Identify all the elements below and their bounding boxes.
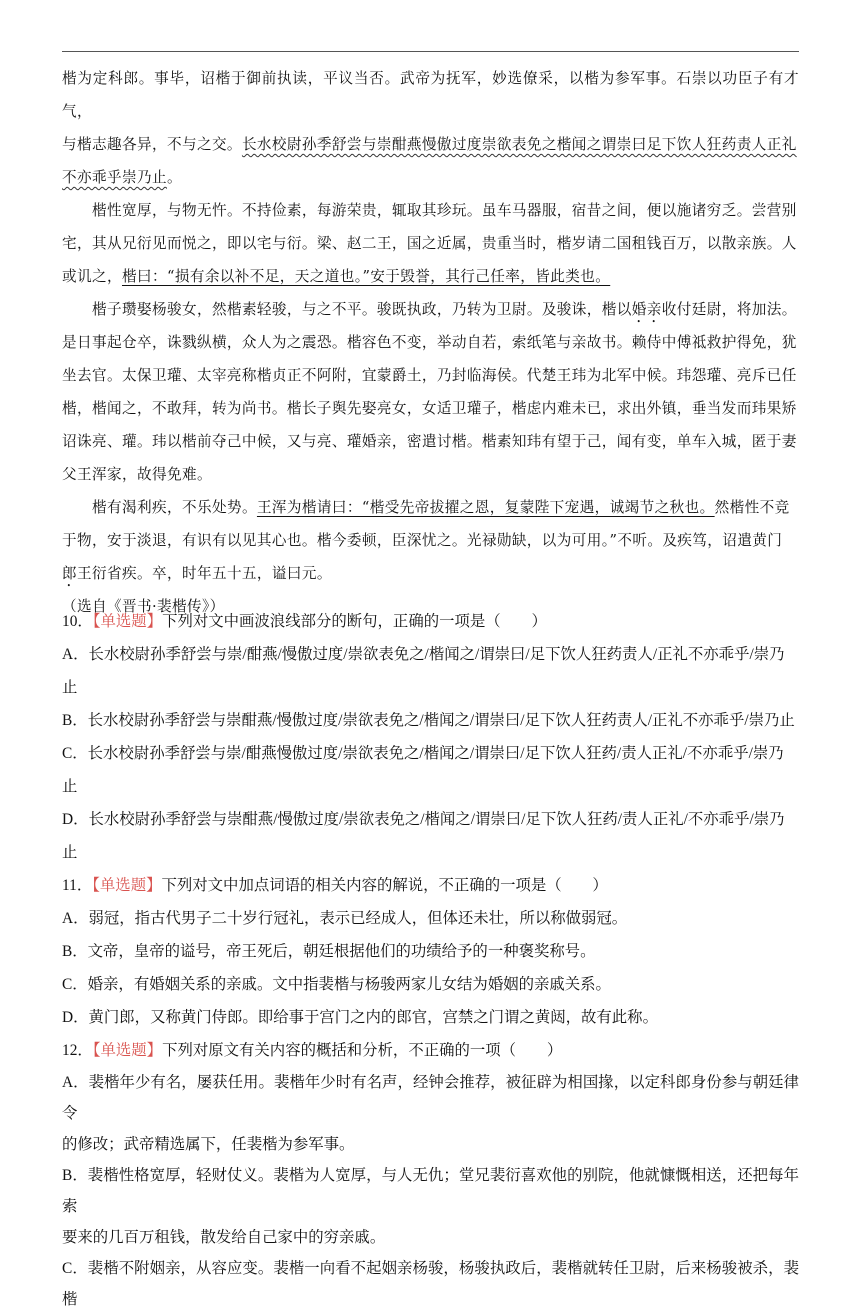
- source-citation: （选自《晋书·裴楷传》）: [62, 598, 225, 615]
- question-12-option-a[interactable]: [62, 1067, 799, 1160]
- passage-line: 诏诛亮、瓘。玮以楷前夺己中候，又与亮、瓘婚亲，密遣讨楷。楷素知玮有望于己，闻有变，单车入城，匿于妻: [62, 433, 797, 450]
- question-type-tag: 【单选题】: [92, 877, 162, 894]
- underlined-text: 王浑为楷请曰：“楷受先帝拔擢之恩，复蒙陛下宠遇，诚竭节之秋也。: [256, 499, 715, 516]
- option-line: 要来的几百万租钱，散发给自己家中的穷亲戚。: [62, 1229, 386, 1246]
- underlined-text: 楷曰：“损有余以补不足，天之道也。”安于毁誉，其行己任率，皆此类也。: [121, 268, 611, 285]
- passage-line: 楷，楷闻之，不敢拜，转为尚书。楷长子舆先娶亮女，女适卫瓘子，楷虑内难未已，求出外镇，垂当发而玮果矫: [62, 400, 797, 417]
- passage-paragraph-1: [62, 62, 799, 194]
- question-10-option-b[interactable]: B．长水校尉孙季舒尝与崇酣燕/慢傲过度/崇欲表免之/楷闻之/谓崇曰/足下饮人狂药责人/正礼不亦乖乎/崇乃止: [62, 712, 795, 729]
- option-line: A．裴楷年少有名，屡获任用。裴楷年少时有名声，经钟会推荐，被征辟为相国掾，以定科郎身份参与朝廷律令: [62, 1074, 799, 1122]
- wavy-underlined-text: 长水校尉孙季舒尝与崇酣燕慢傲过度崇欲表免之楷闻之谓崇曰足下饮人狂药责人正礼: [241, 136, 797, 153]
- question-type-tag: 【单选题】: [92, 613, 163, 630]
- passage-paragraph-3: [62, 293, 799, 491]
- passage-line: 父王浑家，故得免难。: [62, 466, 212, 483]
- question-10-option-d[interactable]: D．长水校尉孙季舒尝与崇酣燕/慢傲过度/崇欲表免之/楷闻之/谓崇曰/足下饮人狂药/责人正礼/不亦乖乎/崇乃止: [62, 811, 785, 861]
- question-12-option-b[interactable]: [62, 1160, 799, 1253]
- passage-line: 楷子瓒娶杨骏女，然楷素轻骏，与之不平。骏既执政，乃转为卫尉。及骏诛，楷以: [92, 301, 632, 318]
- question-number: 12．: [62, 1042, 93, 1059]
- question-10-option-a[interactable]: A．长水校尉孙季舒尝与崇/酣燕/慢傲过度/崇欲表免之/楷闻之/谓崇曰/足下饮人狂药责人/正礼不亦乖乎/崇乃止: [62, 646, 785, 696]
- passage-line: 楷为定科郎。事毕，诏楷于御前执读，平议当否。武帝为抚军，妙选僚采，以楷为参军事。石崇以功臣子有才气，: [62, 70, 799, 120]
- question-text: 下列对原文有关内容的概括和分析，不正确的一项（ ）: [162, 1042, 563, 1059]
- passage-line: 或讥之，: [62, 268, 122, 285]
- passage-line: 于物，安于淡退，有识有以见其心也。楷今委顿，臣深忧之。光禄勋缺，以为可用。”不听。及疾笃，诏遣黄门: [62, 532, 783, 549]
- passage-line: 楷性宽厚，与物无忤。不持俭素，每游荣贵，辄取其珍玩。虽车马器服，宿昔之间，便以施诸穷乏。尝营别: [92, 202, 797, 219]
- passage: [62, 62, 799, 623]
- passage-line: 宅，其从兄衍见而悦之，即以宅与衍。梁、赵二王，国之近属，贵重当时，楷岁请二国租钱百万，以散亲族。人: [62, 235, 797, 252]
- question-12-option-c[interactable]: [62, 1253, 799, 1315]
- option-line: 的修改；武帝精选属下，任裴楷为参军事。: [62, 1136, 355, 1153]
- questions: [62, 605, 799, 1315]
- passage-line: 收付廷尉，将加法。: [661, 301, 797, 318]
- passage-line: 与楷志趣各异，不与之交。: [62, 136, 242, 153]
- passage-line: 坐去官。太保卫瓘、太宰亮称楷贞正不阿附，宜蒙爵土，乃封临海侯。代楚王玮为北军中候。玮怨瓘、亮斥已任: [62, 367, 797, 384]
- question-text: 下列对文中画波浪线部分的断句，正确的一项是（ ）: [162, 613, 547, 630]
- passage-line: 王衍省疾。卒，时年五十五，谥曰元。: [77, 565, 332, 582]
- passage-paragraph-4: [62, 491, 799, 590]
- question-number: 11．: [62, 877, 93, 894]
- question-10-option-c[interactable]: C．长水校尉孙季舒尝与崇/酣燕慢傲过度/崇欲表免之/楷闻之/谓崇曰/足下饮人狂药/责人正礼/不亦乖乎/崇乃止: [62, 745, 784, 795]
- question-text: 下列对文中加点词语的相关内容的解说，不正确的一项是（ ）: [161, 877, 608, 894]
- header-rule: [62, 51, 799, 52]
- option-line: B．裴楷性格宽厚，轻财仗义。裴楷为人宽厚，与人无仇；堂兄裴衍喜欢他的别院，他就慷慨相送，还把每年索: [62, 1167, 799, 1215]
- question-type-tag: 【单选题】: [92, 1042, 163, 1059]
- question-11-option-d[interactable]: D．黄门郎，又称黄门侍郎。即给事于宫门之内的郎官，宫禁之门谓之黄闼，故有此称。: [62, 1009, 658, 1026]
- passage-paragraph-2: [62, 194, 799, 293]
- passage-line: 楷有渴利疾，不乐处势。: [92, 499, 257, 516]
- question-11-stem: [62, 869, 799, 902]
- wavy-underlined-text: 不亦乖乎崇乃止: [62, 169, 167, 186]
- option-line: C．裴楷不附姻亲，从容应变。裴楷一向看不起姻亲杨骏，杨骏执政后，裴楷就转任卫尉，后来杨骏被杀，裴楷: [62, 1260, 799, 1308]
- question-11-option-c[interactable]: C．婚亲，有婚姻关系的亲戚。文中指裴楷与杨骏两家儿女结为婚姻的亲戚关系。: [62, 976, 611, 993]
- question-11-option-b[interactable]: B．文帝，皇帝的谥号，帝王死后，朝廷根据他们的功绩给予的一种褒奖称号。: [62, 943, 596, 960]
- question-11-option-a[interactable]: A．弱冠，指古代男子二十岁行冠礼，表示已经成人，但体还未壮，所以称做弱冠。: [62, 910, 628, 927]
- passage-line: 是日事起仓卒，诛戮纵横，众人为之震恐。楷容色不变，举动自若，索纸笔与亲故书。赖侍中傅祗救护得免，犹: [62, 334, 797, 351]
- question-12-stem: [62, 1034, 799, 1067]
- passage-line: 。: [166, 169, 182, 186]
- passage-line: 然楷性不竞: [714, 499, 790, 516]
- dotted-word: 婚亲: [631, 301, 662, 318]
- question-10-stem: [62, 605, 799, 638]
- dotted-word: 郎: [62, 565, 77, 582]
- question-number: 10．: [62, 613, 93, 630]
